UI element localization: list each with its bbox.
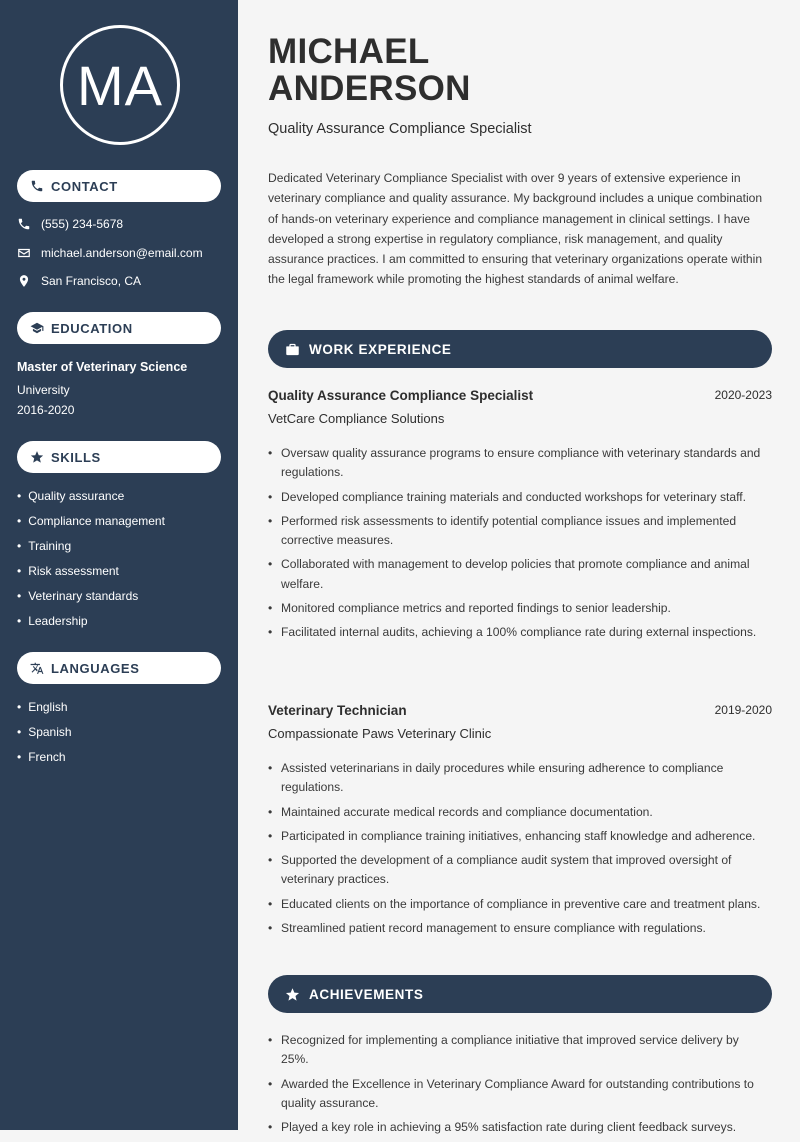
job-bullet: • Monitored compliance metrics and reported findings to senior leadership. — [268, 599, 768, 618]
job-2-company: Compassionate Paws Veterinary Clinic — [268, 726, 492, 741]
languages-list — [17, 699, 72, 774]
contact-heading — [17, 170, 221, 202]
work-experience-heading-label: WORK EXPERIENCE — [309, 341, 452, 357]
profile-summary: Dedicated Veterinary Compliance Specialist with over 9 years of extensive experience in veterinary compliance and quality assurance. My background includes a unique combination of hands-on veterinary experience and compliance management in clinical settings. I have developed a strong expertise in regulatory compliance, risk management, and quality assurance practices. I am committed to ensuring that veterinary organizations operate within the legal framework while promoting the highest standards of animal welfare. — [268, 171, 763, 287]
job-1-title: Quality Assurance Compliance Specialist — [268, 388, 534, 403]
job-1-bullets — [268, 444, 768, 648]
achievements-heading — [268, 975, 772, 1013]
name-first: MICHAEL — [268, 32, 430, 71]
briefcase-icon — [285, 342, 300, 357]
job-title-headline: Quality Assurance Compliance Specialist — [268, 121, 532, 137]
job-bullet: • Collaborated with management to develop policies that promote compliance and animal welfare. — [268, 555, 768, 594]
job-bullet: • Streamlined patient record management to ensure compliance with regulations. — [268, 919, 768, 938]
job-bullet: • Assisted veterinarians in daily procedures while ensuring adherence to compliance regulations. — [268, 759, 768, 798]
name-last: ANDERSON — [268, 69, 471, 108]
translate-icon — [30, 661, 44, 675]
avatar-initials: MA — [60, 25, 180, 145]
mail-icon — [17, 246, 31, 260]
languages-heading-label: LANGUAGES — [51, 660, 140, 676]
graduation-cap-icon — [30, 321, 44, 335]
job-bullet: • Oversaw quality assurance programs to ensure compliance with veterinary standards and regulations. — [268, 444, 768, 483]
achievements-heading-label: ACHIEVEMENTS — [309, 986, 424, 1002]
job-bullet: • Maintained accurate medical records and compliance documentation. — [268, 803, 768, 822]
skill-item: • Compliance management — [17, 513, 165, 538]
map-pin-icon — [17, 274, 31, 288]
job-2-bullets — [268, 759, 768, 943]
skill-item: • Training — [17, 538, 165, 563]
job-2-title: Veterinary Technician — [268, 703, 407, 718]
achievement-item: • Recognized for implementing a compliance initiative that improved service delivery by 25%. — [268, 1031, 768, 1070]
work-experience-heading — [268, 330, 772, 368]
achievements-list — [268, 1031, 768, 1142]
sidebar — [0, 0, 238, 1130]
contact-phone-text: (555) 234-5678 — [41, 217, 124, 231]
skill-item: • Quality assurance — [17, 488, 165, 513]
phone-icon — [30, 179, 44, 193]
education-heading — [17, 312, 221, 344]
full-name — [268, 33, 471, 107]
education-heading-label: EDUCATION — [51, 320, 133, 336]
phone-icon — [17, 217, 31, 231]
contact-email — [17, 246, 203, 260]
job-bullet: • Developed compliance training materials and conducted workshops for veterinary staff. — [268, 488, 768, 507]
contact-email-text: michael.anderson@email.com — [41, 246, 203, 260]
job-bullet: • Performed risk assessments to identify potential compliance issues and implemented corrective measures. — [268, 512, 768, 551]
achievement-item: • Played a key role in achieving a 95% satisfaction rate during client feedback surveys. — [268, 1118, 768, 1137]
job-bullet: • Participated in compliance training initiatives, enhancing staff knowledge and adherence. — [268, 827, 768, 846]
education-years: 2016-2020 — [17, 403, 75, 417]
job-bullet: • Facilitated internal audits, achieving a 100% compliance rate during external inspections. — [268, 623, 768, 642]
star-icon — [285, 987, 300, 1002]
star-icon — [30, 450, 44, 464]
achievement-item: • Awarded the Excellence in Veterinary Compliance Award for outstanding contributions to quality assurance. — [268, 1075, 768, 1114]
language-item: • English — [17, 699, 72, 724]
contact-location-text: San Francisco, CA — [41, 274, 142, 288]
skill-item: • Leadership — [17, 613, 165, 638]
language-item: • French — [17, 749, 72, 774]
job-2-dates: 2019-2020 — [714, 703, 772, 717]
contact-phone — [17, 217, 123, 231]
skills-heading-label: SKILLS — [51, 449, 101, 465]
skill-item: • Risk assessment — [17, 563, 165, 588]
job-1-dates: 2020-2023 — [714, 388, 772, 402]
language-item: • Spanish — [17, 724, 72, 749]
skills-list — [17, 488, 165, 638]
contact-location — [17, 274, 141, 288]
education-degree: Master of Veterinary Science — [17, 360, 188, 374]
contact-heading-label: CONTACT — [51, 178, 118, 194]
languages-heading — [17, 652, 221, 684]
job-1-company: VetCare Compliance Solutions — [268, 411, 445, 426]
skill-item: • Veterinary standards — [17, 588, 165, 613]
job-bullet: • Supported the development of a compliance audit system that improved oversight of veterinary practices. — [268, 851, 768, 890]
job-bullet: • Educated clients on the importance of compliance in preventive care and treatment plans. — [268, 895, 768, 914]
skills-heading — [17, 441, 221, 473]
education-school: University — [17, 383, 70, 397]
